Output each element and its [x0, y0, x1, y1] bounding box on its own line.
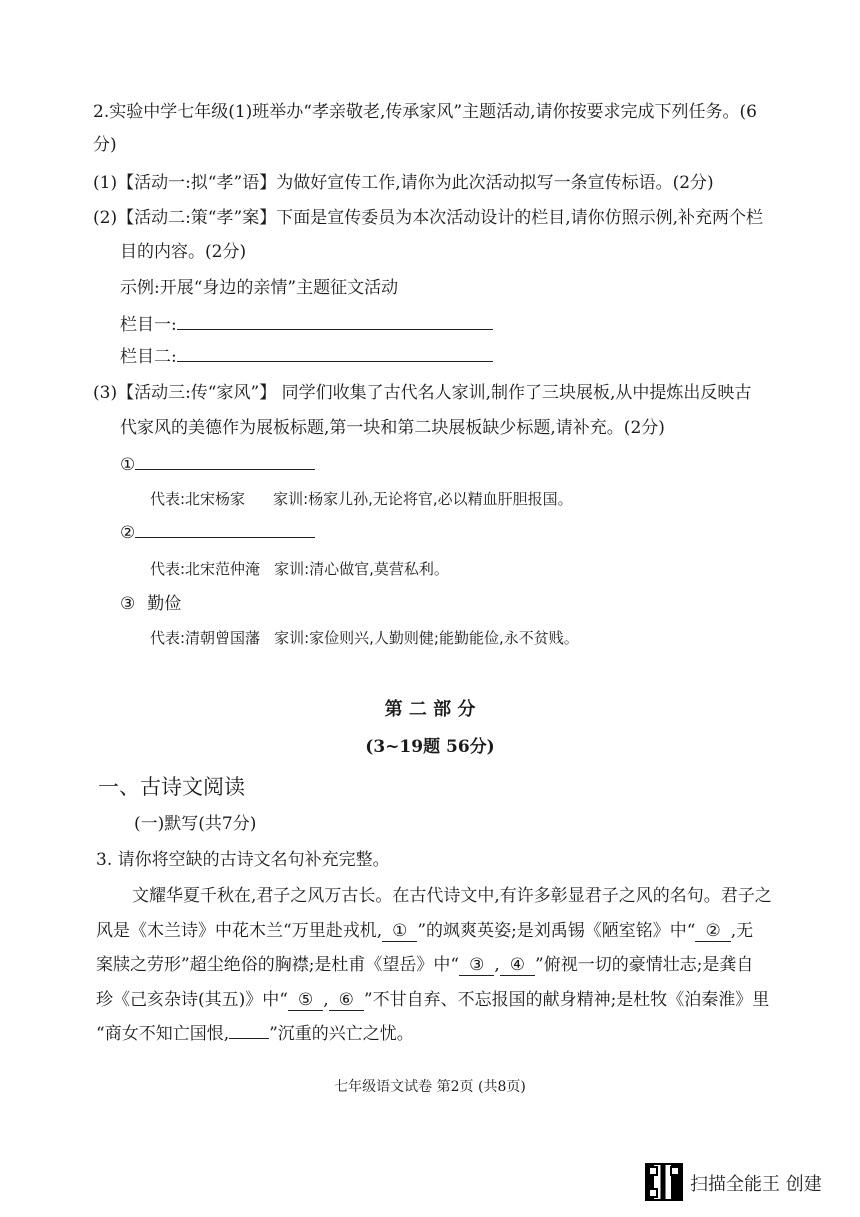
q2-sub3-line2: 代家风的美德作为展板标题,第一块和第二块展板缺少标题,请补充。(2分) [120, 418, 665, 438]
passage-5b: ”沉重的兴亡之忧。 [269, 1024, 414, 1044]
section-one-sub: (一)默写(共7分) [134, 814, 257, 834]
board-1-motto: 家训:杨家儿孙,无论将官,必以精血肝胆报国。 [273, 490, 573, 508]
scanner-watermark: 扫描全能王 创建 [690, 1174, 822, 1195]
passage-2b: ”的飒爽英姿;是刘禹锡《陋室铭》中“ [417, 921, 696, 941]
board-2-title-blank[interactable] [135, 523, 315, 538]
board-1-number: ① [120, 455, 136, 475]
passage-4a: 珍《己亥杂诗(其五)》中“ [96, 990, 288, 1010]
section-one-title: 一、古诗文阅读 [98, 775, 245, 799]
passage-line-5 [96, 1022, 414, 1046]
column-two-blank[interactable] [177, 347, 493, 362]
board-2-number: ② [120, 523, 136, 543]
blank-4[interactable]: ④ [500, 955, 535, 976]
passage-line-3: 案牍之劳形”超尘绝俗的胸襟;是杜甫《望岳》中“ ③ , ④ ”俯视一切的豪情壮志;是龚自 [96, 955, 754, 975]
passage-line-2 [96, 919, 753, 943]
board-1-detail [150, 487, 573, 511]
column-one-blank[interactable] [177, 315, 493, 330]
board-2-title-row [120, 521, 315, 545]
blank-6[interactable]: ⑥ [329, 990, 364, 1011]
board-3-title-row [120, 592, 181, 616]
column-one-row [120, 313, 493, 337]
qr-code-icon [645, 1163, 683, 1201]
blank-5[interactable]: ⑤ [288, 990, 323, 1011]
passage-2a: 风是《木兰诗》中花木兰“万里赴戎机, [96, 921, 383, 941]
column-one-label: 栏目一: [120, 315, 177, 335]
blank-2[interactable]: ② [695, 921, 730, 942]
board-1-rep: 代表:北宋杨家 [150, 490, 246, 508]
column-two-row [120, 345, 493, 369]
q2-sub2-line1: (2)【活动二:策“孝”案】下面是宣传委员为本次活动设计的栏目,请你仿照示例,补充两个栏 [93, 208, 763, 228]
blank-3[interactable]: ③ [459, 955, 494, 976]
board-2-rep: 代表:北宋范仲淹 [150, 560, 261, 578]
blank-7[interactable] [229, 1024, 269, 1039]
question-3: 3. 请你将空缺的古诗文名句补充完整。 [96, 850, 390, 870]
page-footer: 七年级语文试卷 第2页 (共8页) [334, 1079, 526, 1095]
q2-sub2-line2: 目的内容。(2分) [120, 242, 247, 262]
board-2-detail [150, 557, 449, 581]
board-3-number: ③ [120, 594, 136, 614]
column-two-label: 栏目二: [120, 347, 177, 367]
passage-line-4: 珍《己亥杂诗(其五)》中“ ⑤ , ⑥ ”不甘自弃、不忘报国的献身精神;是杜牧《泊秦淮》里 [96, 990, 770, 1010]
passage-4b: ”不甘自弃、不忘报国的献身精神;是杜牧《泊秦淮》里 [363, 990, 770, 1010]
board-3-rep: 代表:清朝曾国藩 [150, 629, 261, 647]
q2-line1: 2.实验中学七年级(1)班举办“孝亲敬老,传承家风”主题活动,请你按要求完成下列任务。(6 [93, 102, 757, 122]
q2-sub3-line1: (3)【活动三:传“家风”】 同学们收集了古代名人家训,制作了三块展板,从中提炼出反映古 [93, 383, 752, 403]
blank-1[interactable]: ① [382, 921, 417, 942]
passage-3a: 案牍之劳形”超尘绝俗的胸襟;是杜甫《望岳》中“ [96, 955, 460, 975]
board-2-motto: 家训:清心做官,莫营私利。 [274, 560, 449, 578]
passage-2c: ,无 [730, 921, 754, 941]
board-3-detail [150, 626, 579, 650]
board-1-title-blank[interactable] [135, 455, 315, 470]
passage-3b: ”俯视一切的豪情壮志;是龚自 [535, 955, 754, 975]
board-3-title: 勤俭 [147, 594, 182, 614]
board-3-motto: 家训:家俭则兴,人勤则健;能勤能俭,永不贫贱。 [274, 629, 579, 647]
part-two-title: 第 二 部 分 [384, 699, 476, 720]
passage-line-1: 文耀华夏千秋在,君子之风万古长。在古代诗文中,有许多彰显君子之风的名句。君子之 [132, 886, 772, 906]
part-two-range: (3~19题 56分) [365, 737, 495, 757]
example-line: 示例:开展“身边的亲情”主题征文活动 [120, 278, 399, 298]
q2-line2: 分) [93, 135, 117, 155]
passage-5a: “商女不知亡国恨, [96, 1024, 230, 1044]
board-1-title-row [120, 453, 315, 477]
q2-sub1: (1)【活动一:拟“孝”语】为做好宣传工作,请你为此次活动拟写一条宣传标语。(2分) [93, 173, 714, 193]
